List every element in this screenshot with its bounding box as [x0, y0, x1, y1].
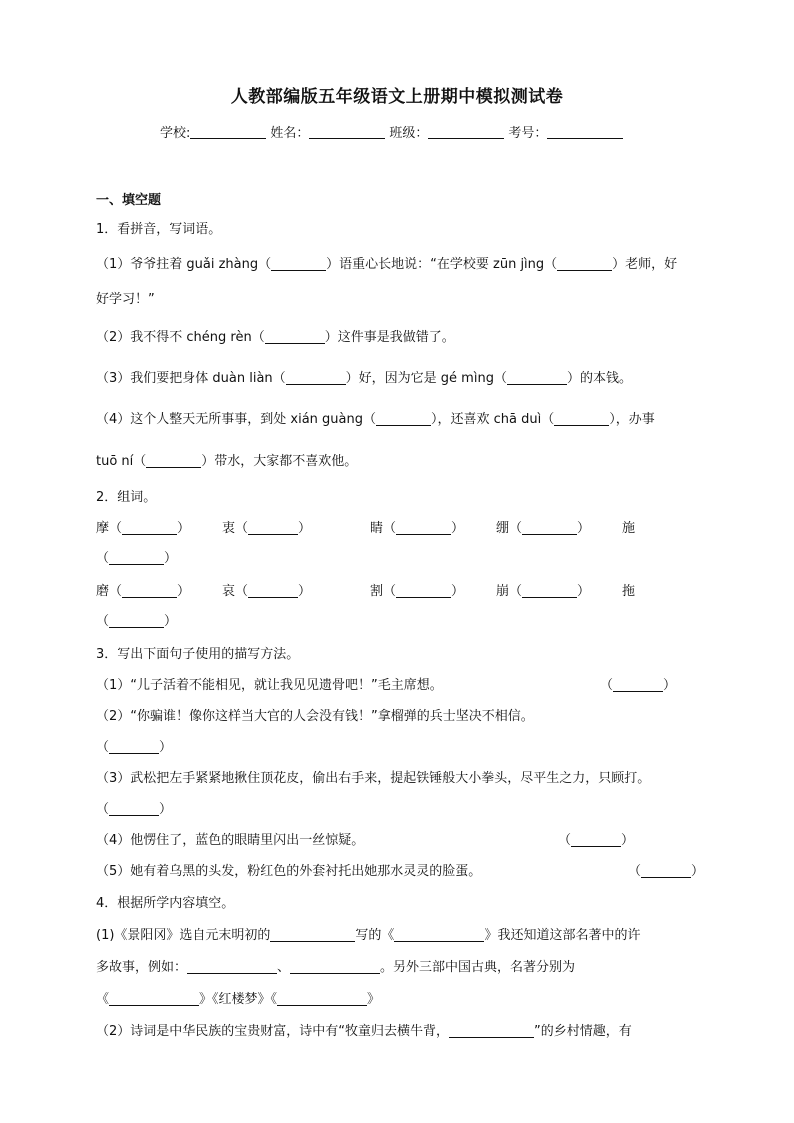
q4-text: 写的《	[355, 928, 395, 943]
q1-text: ）老师，好	[612, 257, 678, 272]
q1-text: ）好，因为它是 gé mìng（	[345, 371, 507, 386]
paren: （	[628, 864, 642, 879]
answer-blank[interactable]	[122, 583, 177, 598]
answer-blank[interactable]	[286, 370, 346, 385]
q4-text: (1)《景阳冈》选自元末明初的	[96, 928, 271, 943]
class-label: 班级：	[389, 126, 429, 141]
q4-text: 》我还知道这部名著中的许	[484, 928, 641, 943]
paren: ）	[451, 584, 465, 599]
char: 睛	[370, 521, 384, 536]
q2-word-2	[222, 520, 311, 538]
answer-blank[interactable]	[557, 256, 612, 271]
q4-text: ”的乡村情趣，有	[534, 1024, 632, 1039]
q4-text: 。另外三部中国古典，名著分别为	[380, 960, 576, 975]
answer-blank[interactable]	[146, 453, 201, 468]
answer-blank[interactable]	[270, 927, 355, 942]
q3-sentence-4: （4）他愣住了，蓝色的眼睛里闪出一丝惊疑。	[96, 833, 365, 848]
q3-answer-2	[96, 739, 172, 757]
paren: ）	[298, 584, 312, 599]
q4-line-4	[96, 1023, 632, 1041]
answer-blank[interactable]	[554, 411, 609, 426]
q3-answer-5	[628, 863, 704, 881]
answer-blank[interactable]	[265, 329, 325, 344]
char: 崩	[496, 584, 510, 599]
q4-line-1	[96, 927, 640, 945]
page-title: 人教部编版五年级语文上册期中模拟测试卷	[230, 87, 564, 107]
char: 衷	[222, 521, 236, 536]
q2-word-6	[96, 583, 190, 601]
q1-text: tuō ní（	[96, 454, 147, 469]
paren: （	[109, 584, 123, 599]
answer-blank[interactable]	[109, 739, 159, 754]
paren: （	[235, 521, 249, 536]
class-field[interactable]	[428, 124, 504, 139]
q2-word-4	[496, 520, 590, 538]
answer-blank[interactable]	[376, 411, 431, 426]
q1-item-1	[96, 256, 677, 274]
q1-item-1-cont: 好学习！”	[96, 292, 155, 307]
answer-blank[interactable]	[109, 801, 159, 816]
name-field[interactable]	[309, 124, 385, 139]
char: 磨	[96, 584, 110, 599]
paren: （	[96, 551, 110, 566]
q4-text: 》《红楼梦》《	[199, 992, 278, 1007]
answer-blank[interactable]	[109, 550, 164, 565]
q3-answer-1	[600, 677, 676, 695]
q2-word-5: 施	[622, 521, 636, 536]
answer-blank[interactable]	[507, 370, 567, 385]
paren: （	[96, 740, 110, 755]
paren: （	[509, 521, 523, 536]
q2-word-3	[370, 520, 464, 538]
q1-text: （2）我不得不 chéng rèn（	[96, 330, 265, 345]
question-1-stem: 1．看拼音，写词语。	[96, 222, 222, 237]
paren: （	[235, 584, 249, 599]
number-label: 考号：	[508, 126, 548, 141]
section-heading: 一、填空题	[96, 193, 162, 208]
paren: ）	[177, 584, 191, 599]
q2-word-10-blank	[96, 613, 177, 631]
answer-blank[interactable]	[187, 959, 277, 974]
q1-text: ），还喜欢 chā duì（	[431, 412, 555, 427]
paren: ）	[159, 802, 173, 817]
q1-item-4	[96, 411, 655, 429]
answer-blank[interactable]	[571, 832, 621, 847]
q1-text: （4）这个人整天无所事事，到处 xián guàng（	[96, 412, 376, 427]
q2-word-1	[96, 520, 190, 538]
answer-blank[interactable]	[394, 927, 484, 942]
student-info-line	[160, 124, 627, 143]
answer-blank[interactable]	[109, 991, 199, 1006]
paren: （	[109, 521, 123, 536]
q3-sentence-3: （3）武松把左手紧紧地揪住顶花皮，偷出右手来，提起铁锤般大小拳头，尽平生之力，只顾打。	[96, 771, 651, 786]
q4-text: 、	[277, 960, 291, 975]
q1-text: ）带水，大家都不喜欢他。	[201, 454, 358, 469]
q2-word-8	[370, 583, 464, 601]
question-4-stem: 4．根据所学内容填空。	[96, 896, 235, 911]
q3-sentence-5: （5）她有着乌黑的头发，粉红色的外套衬托出她那水灵灵的脸蛋。	[96, 864, 482, 879]
answer-blank[interactable]	[522, 583, 577, 598]
q3-sentence-2: （2）“你骗谁！像你这样当大官的人会没有钱！”拿榴弹的兵士坚决不相信。	[96, 709, 534, 724]
answer-blank[interactable]	[641, 863, 691, 878]
q4-text: 《	[96, 992, 110, 1007]
answer-blank[interactable]	[396, 583, 451, 598]
q3-answer-4	[558, 832, 634, 850]
char: 摩	[96, 521, 110, 536]
paren: （	[383, 584, 397, 599]
q2-word-7	[222, 583, 311, 601]
school-label: 学校:	[160, 126, 191, 141]
paren: ）	[577, 584, 591, 599]
q4-text: 多故事，例如：	[96, 960, 188, 975]
answer-blank[interactable]	[248, 520, 298, 535]
number-field[interactable]	[547, 124, 623, 139]
q1-item-4-cont	[96, 453, 357, 471]
q1-item-2	[96, 329, 455, 347]
answer-blank[interactable]	[396, 520, 451, 535]
paren: ）	[159, 740, 173, 755]
answer-blank[interactable]	[109, 613, 164, 628]
paren: （	[509, 584, 523, 599]
q1-item-3	[96, 370, 632, 388]
paren: ）	[451, 521, 465, 536]
school-field[interactable]	[190, 124, 266, 139]
q1-text: ），办事	[609, 412, 655, 427]
char: 绷	[496, 521, 510, 536]
paren: ）	[691, 864, 705, 879]
question-2-stem: 2．组词。	[96, 490, 157, 505]
paren: ）	[663, 678, 677, 693]
paren: ）	[177, 521, 191, 536]
answer-blank[interactable]	[449, 1023, 534, 1038]
paren: ）	[298, 521, 312, 536]
q3-sentence-1: （1）“儿子活着不能相见，就让我见见遗骨吧！”毛主席想。	[96, 678, 443, 693]
paren: （	[383, 521, 397, 536]
q4-line-2	[96, 959, 575, 977]
q1-text: ）这件事是我做错了。	[324, 330, 455, 345]
q2-word-9	[496, 583, 590, 601]
paren: ）	[577, 521, 591, 536]
q2-word-10: 拖	[622, 584, 636, 599]
name-label: 姓名：	[270, 126, 310, 141]
paren: ）	[621, 833, 635, 848]
answer-blank[interactable]	[248, 583, 298, 598]
question-3-stem: 3．写出下面句子使用的描写方法。	[96, 647, 300, 662]
paren: （	[96, 802, 110, 817]
paren: （	[600, 678, 614, 693]
q1-text: （3）我们要把身体 duàn liàn（	[96, 371, 286, 386]
q2-word-5-blank	[96, 550, 177, 568]
q4-line-3	[96, 991, 380, 1009]
char: 割	[370, 584, 384, 599]
answer-blank[interactable]	[290, 959, 380, 974]
answer-blank[interactable]	[613, 677, 663, 692]
paren: （	[96, 614, 110, 629]
answer-blank[interactable]	[522, 520, 577, 535]
q1-text: ）语重心长地说：“在学校要 zūn jìng（	[326, 257, 558, 272]
paren: ）	[164, 614, 178, 629]
paren: （	[558, 833, 572, 848]
q4-text: 》	[367, 992, 381, 1007]
q1-text: ）的本钱。	[566, 371, 632, 386]
q4-text: （2）诗词是中华民族的宝贵财富，诗中有“牧童归去横牛背，	[96, 1024, 450, 1039]
answer-blank[interactable]	[277, 991, 367, 1006]
answer-blank[interactable]	[122, 520, 177, 535]
answer-blank[interactable]	[271, 256, 326, 271]
q1-text: （1）爷爷拄着 guǎi zhàng（	[96, 257, 272, 272]
paren: ）	[164, 551, 178, 566]
char: 哀	[222, 584, 236, 599]
q3-answer-3	[96, 801, 172, 819]
